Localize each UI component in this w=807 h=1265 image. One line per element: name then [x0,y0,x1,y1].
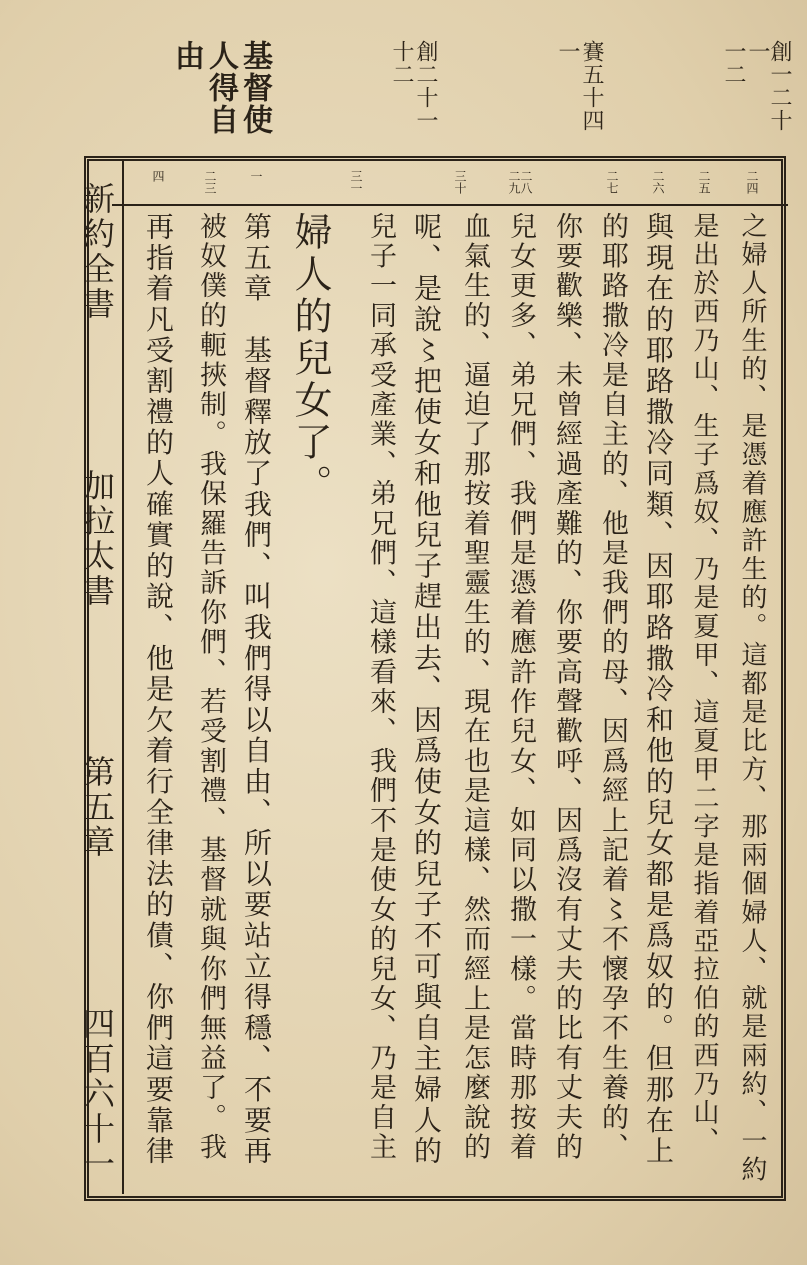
verse-number: 二七 [605,170,619,194]
page-number: 四百六十一 [78,1006,116,1182]
text-column: 之婦人所生的、是憑着應許生的。這都是比方、那兩個婦人、就是兩約、一約 [737,212,767,1185]
cross-reference-1 [722,40,790,152]
verse-number: 二三 [203,170,217,194]
text-column: 的耶路撒冷是自主的、他是我們的母、因爲經上記着〻不懷孕不生養的、 [597,212,628,1163]
chapter-book-name: 加拉太書 [78,468,116,609]
text-column: 被奴僕的軛挾制。我保羅告訴你們、若受割禮、基督就與你們無益了。我 [195,212,226,1163]
reference-text: 一 [555,40,580,63]
running-header [74,182,120,1182]
book-title: 新約全書 [78,182,116,322]
verse-number: 二五 [697,170,711,194]
heading-line: 由 [169,40,204,72]
reference-text: 十二 [389,40,414,86]
verse-number: 二八二九 [507,170,533,194]
verse-number: 一 [249,170,263,182]
verse-number-rule [112,204,788,206]
text-column: 你要歡樂、未曾經過產難的、你要高聲歡呼、因爲沒有丈夫的比有丈夫的 [551,212,582,1163]
text-column: 兒女更多、弟兄們、我們是憑着應許作兒女、如同以撒一樣。當時那按着 [505,212,536,1163]
verse-number: 三十 [453,170,467,194]
reference-text: 創一二十一 [745,40,792,132]
cross-reference-3 [390,40,436,152]
text-column: 與現在的耶路撒冷同類、因耶路撒冷和他的兒女都是爲奴的。但那在上 [642,212,675,1167]
verse-number: 二四 [745,170,759,194]
chapter-start-column: 第五章 基督釋放了我們、叫我們得以自由、所以要站立得穩、不要再 [240,212,273,1167]
heading-line: 基督使 [237,40,272,136]
scripture-text [124,212,774,1192]
reference-text: 賽五十四 [579,40,604,132]
text-column: 血氣生的、逼迫了那按着聖靈生的、現在也是這樣、然而經上是怎麼說的 [459,212,490,1163]
chapter-number: 第五章 [78,755,116,861]
text-column: 再指着凡受割禮的人確實的說、他是欠着行全律法的債、你們這要靠律 [142,212,175,1167]
heading-line: 人得自 [203,40,238,136]
verse-number: 二六 [651,170,665,194]
verse-number-row [124,166,784,202]
reference-text: 一二 [721,40,746,86]
text-column: 婦人的兒女了。 [288,212,332,506]
verse-number: 四 [151,170,165,182]
section-heading [170,40,270,152]
cross-reference-2 [556,40,602,152]
top-margin-notes [170,40,790,152]
text-column: 呢、是說〻把使女和他兒子趕出去、因爲使女的兒子不可與自主婦人的 [410,212,443,1167]
reference-text: 創二十一 [413,40,438,132]
text-column: 兒子一同承受產業、弟兄們、這樣看來、我們不是使女的兒女、乃是自主 [365,212,396,1163]
text-column: 是出於西乃山、生子爲奴、乃是夏甲、這夏甲二字是指着亞拉伯的西乃山、 [689,212,719,1156]
verse-number: 三一 [349,170,363,194]
